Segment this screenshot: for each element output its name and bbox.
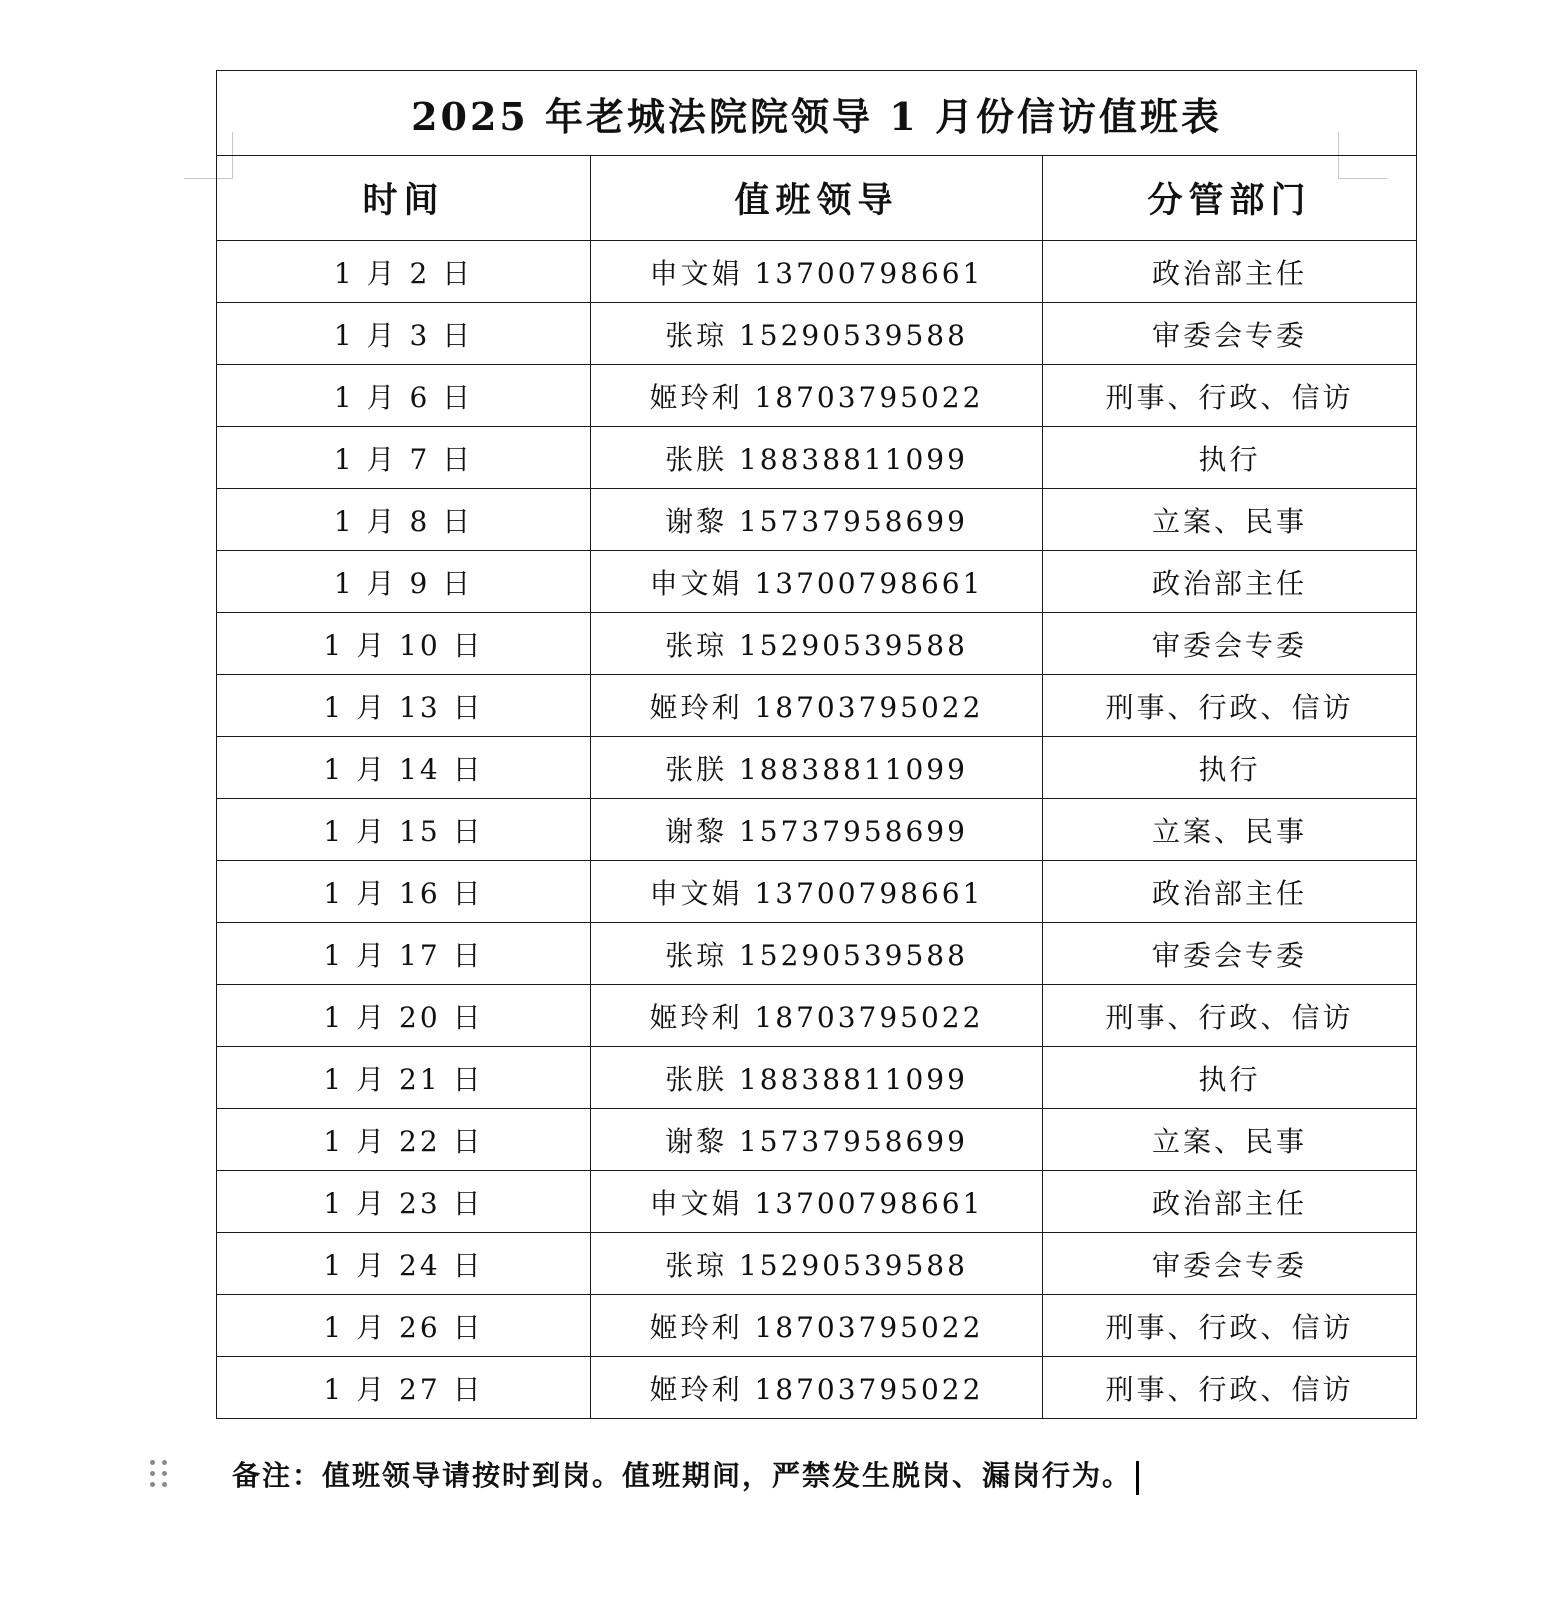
cell-date: 1 月 7 日: [217, 427, 591, 489]
cell-date: 1 月 26 日: [217, 1295, 591, 1357]
table-row: [217, 427, 1417, 489]
duty-schedule-table: [216, 70, 1417, 1419]
cell-leader: 姬玲利 18703795022: [591, 1357, 1043, 1419]
cell-department: 审委会专委: [1043, 1233, 1417, 1295]
table-row: [217, 861, 1417, 923]
cell-date: 1 月 2 日: [217, 241, 591, 303]
cell-department: 立案、民事: [1043, 799, 1417, 861]
cell-date: 1 月 16 日: [217, 861, 591, 923]
table-row: [217, 1357, 1417, 1419]
cell-date: 1 月 9 日: [217, 551, 591, 613]
table-row: [217, 303, 1417, 365]
cell-date: 1 月 22 日: [217, 1109, 591, 1171]
cell-leader: 张琼 15290539588: [591, 923, 1043, 985]
table-row: [217, 1171, 1417, 1233]
column-header-department: 分管部门: [1043, 156, 1417, 241]
cell-leader: 姬玲利 18703795022: [591, 675, 1043, 737]
table-row: [217, 1295, 1417, 1357]
cell-leader: 姬玲利 18703795022: [591, 365, 1043, 427]
table-row: [217, 923, 1417, 985]
cell-department: 审委会专委: [1043, 303, 1417, 365]
table-row: [217, 985, 1417, 1047]
cell-department: 立案、民事: [1043, 1109, 1417, 1171]
table-row: [217, 675, 1417, 737]
text-cursor: [1136, 1461, 1139, 1495]
table-row: [217, 737, 1417, 799]
cell-leader: 姬玲利 18703795022: [591, 985, 1043, 1047]
cell-date: 1 月 21 日: [217, 1047, 591, 1109]
cell-date: 1 月 15 日: [217, 799, 591, 861]
cell-department: 执行: [1043, 737, 1417, 799]
cell-date: 1 月 24 日: [217, 1233, 591, 1295]
cell-department: 政治部主任: [1043, 861, 1417, 923]
cell-date: 1 月 3 日: [217, 303, 591, 365]
cell-leader: 申文娟 13700798661: [591, 861, 1043, 923]
cell-leader: 申文娟 13700798661: [591, 551, 1043, 613]
cell-date: 1 月 17 日: [217, 923, 591, 985]
cell-date: 1 月 6 日: [217, 365, 591, 427]
cell-date: 1 月 27 日: [217, 1357, 591, 1419]
cell-leader: 张琼 15290539588: [591, 1233, 1043, 1295]
table-row: [217, 241, 1417, 303]
cell-date: 1 月 8 日: [217, 489, 591, 551]
cell-department: 立案、民事: [1043, 489, 1417, 551]
cell-date: 1 月 13 日: [217, 675, 591, 737]
drag-handle-icon[interactable]: [150, 1460, 168, 1488]
column-header-date: 时间: [217, 156, 591, 241]
table-row: [217, 1233, 1417, 1295]
cell-department: 刑事、行政、信访: [1043, 365, 1417, 427]
cell-date: 1 月 14 日: [217, 737, 591, 799]
cell-department: 审委会专委: [1043, 923, 1417, 985]
table-row: [217, 613, 1417, 675]
column-header-leader: 值班领导: [591, 156, 1043, 241]
table-row: [217, 489, 1417, 551]
title-row: [217, 71, 1417, 156]
cell-department: 执行: [1043, 1047, 1417, 1109]
cell-department: 政治部主任: [1043, 551, 1417, 613]
cell-date: 1 月 23 日: [217, 1171, 591, 1233]
cell-leader: 张琼 15290539588: [591, 613, 1043, 675]
cell-leader: 张朕 18838811099: [591, 1047, 1043, 1109]
cell-department: 刑事、行政、信访: [1043, 985, 1417, 1047]
note-line[interactable]: [232, 1454, 1139, 1495]
table-row: [217, 365, 1417, 427]
cell-department: 刑事、行政、信访: [1043, 1295, 1417, 1357]
cell-date: 1 月 20 日: [217, 985, 591, 1047]
note-text: 备注：值班领导请按时到岗。值班期间，严禁发生脱岗、漏岗行为。: [232, 1459, 1133, 1492]
cell-leader: 申文娟 13700798661: [591, 241, 1043, 303]
cell-department: 政治部主任: [1043, 241, 1417, 303]
table-row: [217, 1109, 1417, 1171]
cell-leader: 张朕 18838811099: [591, 427, 1043, 489]
cell-date: 1 月 10 日: [217, 613, 591, 675]
header-row: [217, 156, 1417, 241]
cell-department: 刑事、行政、信访: [1043, 1357, 1417, 1419]
cell-department: 刑事、行政、信访: [1043, 675, 1417, 737]
table-row: [217, 551, 1417, 613]
cell-leader: 谢黎 15737958699: [591, 799, 1043, 861]
cell-department: 政治部主任: [1043, 1171, 1417, 1233]
cell-leader: 申文娟 13700798661: [591, 1171, 1043, 1233]
cell-leader: 姬玲利 18703795022: [591, 1295, 1043, 1357]
cell-leader: 谢黎 15737958699: [591, 489, 1043, 551]
table-row: [217, 799, 1417, 861]
cell-department: 执行: [1043, 427, 1417, 489]
cell-leader: 张琼 15290539588: [591, 303, 1043, 365]
cell-leader: 谢黎 15737958699: [591, 1109, 1043, 1171]
cell-department: 审委会专委: [1043, 613, 1417, 675]
table-row: [217, 1047, 1417, 1109]
cell-leader: 张朕 18838811099: [591, 737, 1043, 799]
table-body: [217, 241, 1417, 1419]
table-title: 2025 年老城法院院领导 1 月份信访值班表: [217, 71, 1417, 156]
